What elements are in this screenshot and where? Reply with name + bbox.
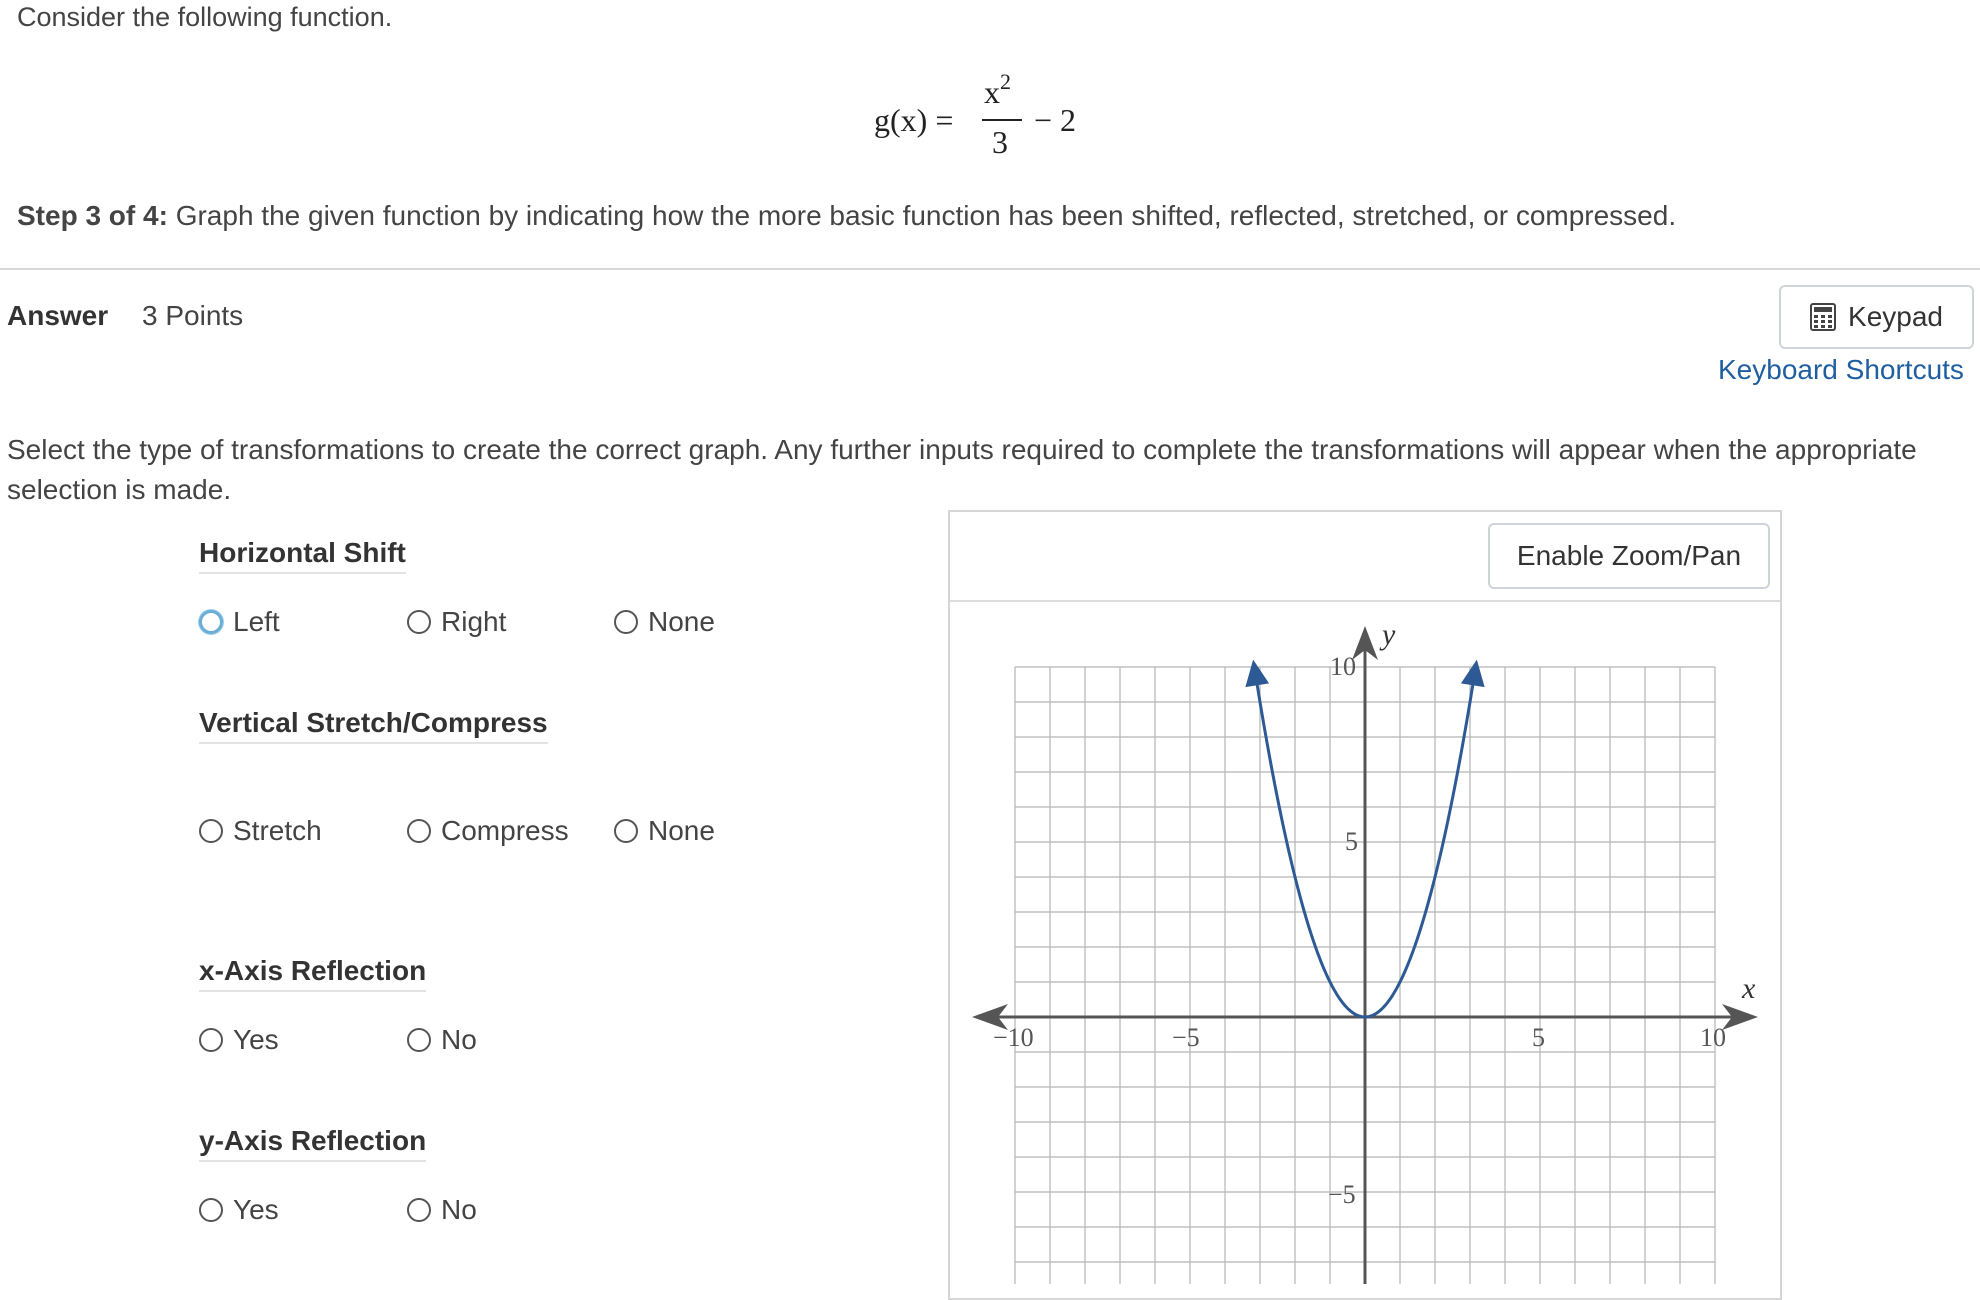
y-tick-label-10: 10 [1330,652,1356,681]
formula-lhs: g(x) = [874,102,954,138]
x-reflection-yes-option[interactable] [199,1024,279,1056]
axes [972,618,1758,1284]
function-formula [874,64,1094,164]
horizontal-shift-title: Horizontal Shift [199,537,406,574]
option-label: Right [441,606,507,637]
instructions-text: Select the type of transformations to create the correct graph. Any further inputs required to complete the transformations will appear when the appropriate selection is made. [7,434,1917,505]
radio-none[interactable] [614,610,638,634]
x-reflection-no-option[interactable] [407,1024,477,1056]
keypad-label: Keypad [1848,301,1943,332]
radio-compress[interactable] [407,819,431,843]
radio-right[interactable] [407,610,431,634]
y-axis-label: y [1382,618,1396,651]
y-reflection-no-option[interactable] [407,1194,477,1226]
formula-denominator: 3 [992,124,1008,160]
enable-zoom-pan-button[interactable]: Enable Zoom/Pan [1488,523,1770,589]
x-tick-label-neg5: −5 [1172,1023,1200,1052]
step-label: Step 3 of 4: [17,200,168,231]
option-label: Yes [233,1194,279,1225]
vertical-none-option[interactable] [614,815,715,847]
x-tick-label-neg10: −10 [993,1023,1034,1052]
radio-stretch[interactable] [199,819,223,843]
radio-no[interactable] [407,1028,431,1052]
points-label: 3 Points [142,300,244,331]
formula-num-base: x [984,74,1000,110]
section-divider [0,268,1980,270]
radio-left[interactable] [199,610,223,634]
formula-constant: − 2 [1034,102,1077,138]
curve-left-arrow [1245,660,1269,688]
fraction-bar [982,119,1022,121]
radio-none[interactable] [614,819,638,843]
graph-canvas[interactable] [950,602,1780,1284]
keypad-button[interactable] [1779,285,1974,349]
vertical-compress-option[interactable] [407,815,569,847]
y-tick-label-neg5: −5 [1328,1180,1356,1209]
y-reflection-yes-option[interactable] [199,1194,279,1226]
x-tick-label-10: 10 [1700,1023,1726,1052]
radio-yes[interactable] [199,1028,223,1052]
option-label: No [441,1024,477,1055]
option-label: No [441,1194,477,1225]
option-label: Yes [233,1024,279,1055]
formula-num-exponent: 2 [1000,69,1011,94]
horizontal-shift-right-option[interactable] [407,606,506,638]
tick-labels [993,652,1726,1209]
answer-label: Answer [7,300,109,331]
keyboard-shortcuts-link[interactable]: Keyboard Shortcuts [1718,354,1964,385]
horizontal-shift-none-option[interactable] [614,606,715,638]
vertical-stretch-title: Vertical Stretch/Compress [199,707,548,744]
calculator-icon [1810,303,1836,331]
option-label: Compress [441,815,569,846]
step-text: Graph the given function by indicating how the more basic function has been shifted, reflected, stretched, or compressed. [167,200,1677,231]
step-instruction [17,200,1676,232]
option-label: Stretch [233,815,322,846]
y-tick-label-5: 5 [1345,827,1358,856]
intro-text: Consider the following function. [17,2,393,32]
horizontal-shift-left-option[interactable] [199,606,280,638]
radio-no[interactable] [407,1198,431,1222]
curve-right-arrow [1461,660,1485,688]
option-label: None [648,815,715,846]
option-label: None [648,606,715,637]
vertical-stretch-option[interactable] [199,815,322,847]
radio-yes[interactable] [199,1198,223,1222]
option-label: Left [233,606,280,637]
x-axis-reflection-title: x-Axis Reflection [199,955,426,992]
y-axis-reflection-title: y-Axis Reflection [199,1125,426,1162]
x-axis-label: x [1742,972,1756,1005]
formula-numerator [984,69,1011,111]
x-tick-label-5: 5 [1532,1023,1545,1052]
